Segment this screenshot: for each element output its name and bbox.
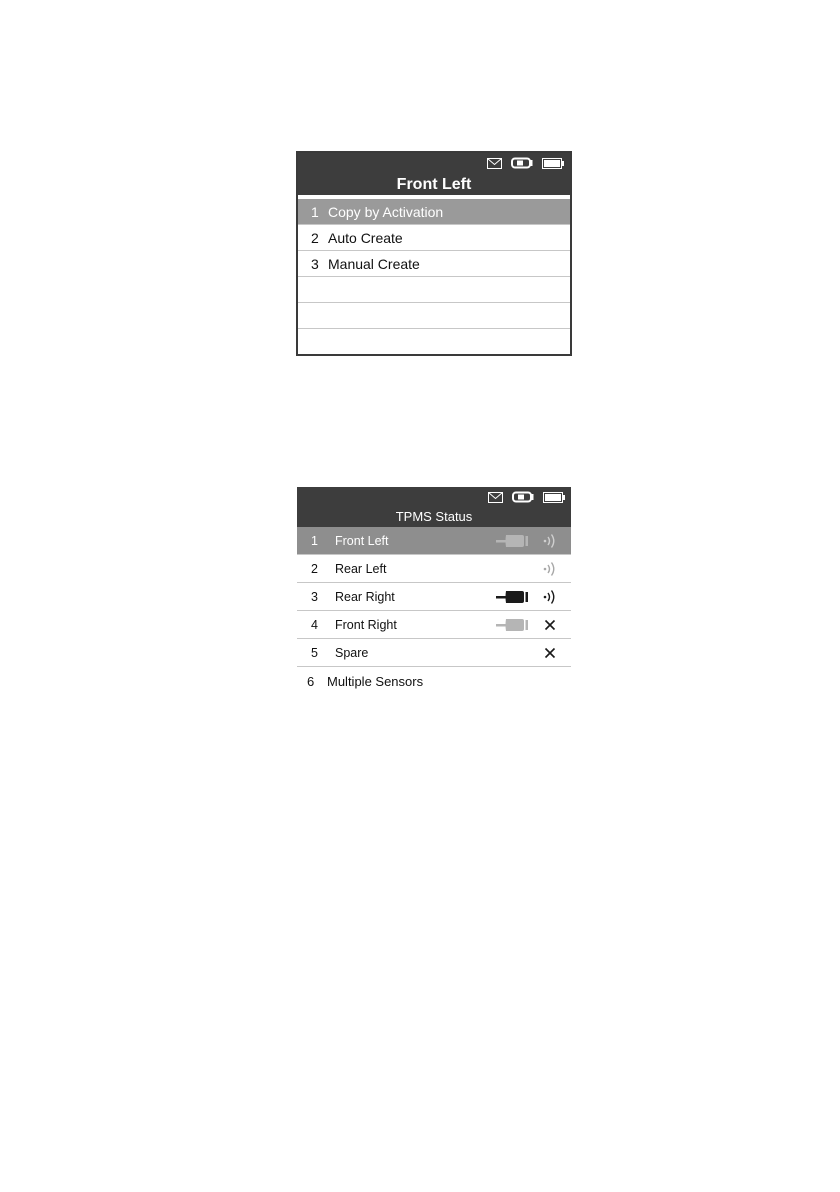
row-number: 5: [311, 645, 318, 660]
menu-item-label: Copy by Activation: [328, 203, 444, 220]
menu-item-empty: [298, 277, 570, 303]
row-number: 2: [311, 561, 318, 576]
row-number: 6: [307, 673, 315, 689]
row-number: 3: [311, 589, 318, 604]
menu-item-number: 3: [311, 255, 319, 272]
screen-title: TPMS Status: [395, 509, 473, 524]
status-bar: [298, 153, 570, 195]
sensor-row-front-left[interactable]: [297, 527, 571, 555]
sensor-row-spare[interactable]: [297, 639, 571, 667]
battery-icon: [542, 158, 564, 169]
sensor-row-front-right[interactable]: [297, 611, 571, 639]
menu-item-label: Manual Create: [328, 255, 420, 272]
sensor-row-rear-right[interactable]: [297, 583, 571, 611]
battery-icon: [543, 492, 565, 503]
row-label: Spare: [335, 645, 369, 660]
row-label: Front Left: [335, 533, 389, 548]
valve-sensor-icon: [493, 590, 535, 604]
screen-title: Front Left: [396, 176, 472, 193]
row-label: Rear Right: [335, 589, 395, 604]
menu-list: [298, 199, 570, 355]
row-label: Multiple Sensors: [327, 673, 424, 689]
menu-item-manual-create[interactable]: [298, 251, 570, 277]
row-number: 1: [311, 533, 318, 548]
sensor-row-multiple-sensors[interactable]: [297, 667, 571, 695]
car-icon: [511, 157, 533, 169]
sensor-list: [297, 527, 571, 695]
cross-icon: [541, 647, 559, 659]
car-icon: [512, 491, 534, 503]
row-number: 4: [311, 617, 318, 632]
menu-item-empty: [298, 303, 570, 329]
cross-icon: [541, 619, 559, 631]
front-left-menu-screen: [296, 151, 572, 356]
sensor-row-rear-left[interactable]: [297, 555, 571, 583]
menu-item-copy-by-activation[interactable]: [298, 199, 570, 225]
menu-item-empty: [298, 329, 570, 355]
menu-item-number: 2: [311, 229, 319, 246]
menu-item-label: Auto Create: [328, 229, 403, 246]
signal-icon: [541, 589, 559, 605]
menu-item-auto-create[interactable]: [298, 225, 570, 251]
row-label: Front Right: [335, 617, 397, 632]
valve-sensor-icon-faded: [493, 534, 535, 548]
mail-icon: [488, 492, 503, 503]
valve-sensor-icon-faded: [493, 618, 535, 632]
status-bar: [297, 487, 571, 527]
signal-icon-faded: [541, 533, 559, 549]
row-label: Rear Left: [335, 561, 387, 576]
signal-icon-faded: [541, 561, 559, 577]
mail-icon: [487, 158, 502, 169]
menu-item-number: 1: [311, 203, 319, 220]
tpms-status-screen: [297, 487, 571, 690]
